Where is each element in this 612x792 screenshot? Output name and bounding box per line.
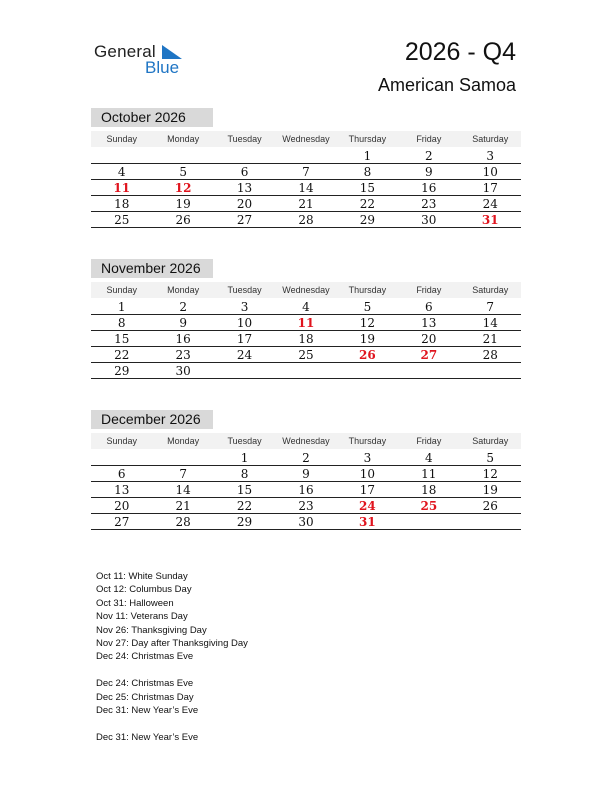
weekday-label: Tuesday (227, 436, 262, 446)
day-cell: 8 (240, 467, 249, 481)
day-cell: 14 (298, 181, 314, 195)
day-cell (275, 148, 336, 163)
week-row (91, 482, 521, 498)
day-cell: 19 (359, 332, 376, 346)
brand-triangle-icon (162, 45, 182, 59)
day-cell: 21 (298, 197, 314, 211)
day-cell: 19 (482, 483, 498, 497)
day-cell: 2 (179, 300, 187, 314)
day-cell: 4 (302, 300, 310, 314)
day-cell: 2 (302, 451, 310, 465)
day-cell: 10 (359, 467, 376, 481)
holiday-note: Dec 31: New Year’s Eve (96, 704, 199, 716)
day-cell: 11 (113, 181, 131, 195)
weekday-label: Saturday (472, 436, 509, 446)
day-cell: 7 (179, 467, 187, 481)
day-cell (460, 363, 521, 378)
day-cell (214, 148, 275, 163)
day-cell: 15 (359, 181, 376, 195)
holiday-note: Oct 31: Halloween (96, 597, 174, 609)
weekday-label: Thursday (348, 285, 387, 295)
holiday-note: Dec 25: Christmas Day (96, 691, 194, 703)
day-cell: 1 (117, 300, 126, 314)
weekday-label: Sunday (106, 285, 137, 295)
week-row (91, 196, 521, 212)
weekday-label: Thursday (348, 134, 387, 144)
week-row (91, 466, 521, 482)
brand-word-blue: Blue (145, 58, 180, 77)
day-cell: 1 (240, 451, 249, 465)
day-cell: 14 (482, 316, 498, 330)
weekday-label: Monday (167, 285, 200, 295)
day-cell: 26 (482, 499, 498, 513)
day-cell: 11 (297, 316, 315, 330)
day-cell: 3 (363, 451, 372, 465)
holiday-note: Nov 11: Veterans Day (96, 611, 188, 623)
day-cell: 20 (236, 197, 253, 211)
day-cell: 30 (421, 213, 437, 227)
holiday-note: Oct 12: Columbus Day (96, 584, 192, 596)
notes-spacer (96, 717, 248, 730)
notes-spacer (96, 664, 248, 677)
day-cell: 30 (175, 364, 191, 378)
day-cell: 17 (359, 483, 376, 497)
month-title: November 2026 (91, 259, 213, 278)
day-cell: 24 (236, 348, 253, 362)
holiday-note: Nov 27: Day after Thanksgiving Day (96, 637, 248, 649)
weekday-label: Tuesday (227, 134, 262, 144)
region-name: American Samoa (377, 75, 516, 95)
month-block (91, 410, 521, 530)
day-cell (398, 363, 459, 378)
day-cell: 9 (179, 316, 187, 330)
day-cell: 24 (359, 499, 376, 513)
day-cell: 9 (302, 467, 310, 481)
day-cell: 4 (117, 165, 126, 179)
day-cell: 25 (114, 213, 130, 227)
weekday-header (91, 433, 521, 449)
day-cell: 28 (175, 515, 191, 529)
day-cell: 27 (236, 213, 253, 227)
day-cell (460, 514, 521, 529)
day-cell: 30 (298, 515, 314, 529)
week-row (91, 212, 521, 228)
day-cell: 5 (179, 165, 187, 179)
holiday-note: Dec 31: New Year’s Eve (96, 731, 199, 743)
day-cell (152, 148, 213, 163)
day-cell: 29 (114, 364, 130, 378)
day-cell: 24 (482, 197, 498, 211)
weekday-label: Friday (416, 134, 442, 144)
day-cell: 21 (482, 332, 498, 346)
day-cell: 29 (236, 515, 253, 529)
weekday-label: Saturday (472, 285, 509, 295)
holiday-list (96, 570, 248, 744)
day-cell: 8 (363, 165, 372, 179)
day-cell: 31 (359, 515, 376, 529)
day-cell: 20 (421, 332, 437, 346)
day-cell: 5 (363, 300, 372, 314)
holiday-note: Oct 11: White Sunday (96, 571, 188, 582)
week-row (91, 514, 521, 530)
day-cell: 5 (486, 451, 495, 465)
holiday-note: Nov 26: Thanksgiving Day (96, 624, 207, 636)
day-cell: 16 (175, 332, 191, 346)
day-cell: 6 (117, 467, 126, 481)
day-cell: 18 (298, 332, 314, 346)
weekday-label: Saturday (472, 134, 509, 144)
day-cell: 25 (298, 348, 314, 362)
day-cell: 29 (359, 213, 376, 227)
weekday-label: Monday (167, 134, 200, 144)
day-cell: 8 (117, 316, 126, 330)
weekday-label: Sunday (106, 436, 137, 446)
day-cell: 11 (421, 467, 437, 481)
weekday-label: Monday (167, 436, 200, 446)
day-cell: 10 (482, 165, 498, 179)
day-cell: 3 (486, 149, 495, 163)
day-cell: 22 (114, 348, 130, 362)
day-cell: 16 (298, 483, 314, 497)
day-cell: 15 (114, 332, 130, 346)
day-cell: 13 (114, 483, 130, 497)
day-cell: 14 (175, 483, 191, 497)
week-row (91, 148, 521, 164)
brand-word-general: General (94, 42, 156, 61)
day-cell: 7 (302, 165, 310, 179)
day-cell: 22 (236, 499, 253, 513)
day-cell: 20 (114, 499, 130, 513)
day-cell: 23 (298, 499, 314, 513)
brand-logo (94, 40, 194, 80)
day-cell: 9 (425, 165, 433, 179)
week-row (91, 498, 521, 514)
day-cell: 27 (114, 515, 130, 529)
weekday-label: Friday (416, 285, 442, 295)
weekday-label: Wednesday (282, 134, 330, 144)
weekday-label: Wednesday (282, 285, 330, 295)
day-cell: 18 (114, 197, 130, 211)
week-row (91, 347, 521, 363)
day-cell: 16 (421, 181, 437, 195)
day-cell (398, 514, 459, 529)
month-block (91, 259, 521, 379)
day-cell: 28 (298, 213, 314, 227)
day-cell: 4 (425, 451, 433, 465)
page-title: 2026 - Q4 (404, 38, 516, 66)
week-row (91, 299, 521, 315)
week-row (91, 315, 521, 331)
day-cell: 15 (236, 483, 253, 497)
day-cell: 23 (175, 348, 191, 362)
week-row (91, 164, 521, 180)
day-cell (214, 363, 275, 378)
weekday-label: Sunday (106, 134, 137, 144)
day-cell: 12 (482, 467, 498, 481)
month-title: December 2026 (91, 410, 213, 429)
day-cell: 10 (236, 316, 253, 330)
day-cell: 7 (486, 300, 495, 314)
month-title: October 2026 (91, 108, 213, 127)
day-cell: 1 (363, 149, 372, 163)
day-cell: 18 (421, 483, 437, 497)
day-cell: 13 (421, 316, 437, 330)
month-block (91, 108, 521, 228)
day-cell: 25 (420, 499, 438, 513)
week-row (91, 331, 521, 347)
holiday-note: Dec 24: Christmas Eve (96, 651, 194, 663)
weekday-label: Thursday (348, 436, 387, 446)
day-cell (91, 450, 152, 465)
weekday-label: Wednesday (282, 436, 330, 446)
weekday-header (91, 131, 521, 147)
day-cell (337, 363, 398, 378)
day-cell: 19 (175, 197, 191, 211)
day-cell: 28 (482, 348, 498, 362)
day-cell (152, 450, 213, 465)
weekday-label: Friday (416, 436, 442, 446)
day-cell: 23 (421, 197, 437, 211)
day-cell: 2 (425, 149, 433, 163)
week-row (91, 450, 521, 466)
day-cell: 31 (481, 213, 499, 227)
day-cell: 26 (175, 213, 191, 227)
day-cell (91, 148, 152, 163)
day-cell: 3 (240, 300, 249, 314)
day-cell: 12 (359, 316, 376, 330)
weekday-label: Tuesday (227, 285, 262, 295)
day-cell: 13 (236, 181, 253, 195)
day-cell: 27 (420, 348, 438, 362)
day-cell: 21 (175, 499, 191, 513)
day-cell: 26 (359, 348, 376, 362)
holiday-note: Dec 24: Christmas Eve (96, 678, 194, 690)
day-cell: 12 (174, 181, 192, 195)
day-cell: 17 (236, 332, 253, 346)
day-cell (275, 363, 336, 378)
weekday-header (91, 282, 521, 298)
day-cell: 17 (482, 181, 498, 195)
day-cell: 6 (240, 165, 249, 179)
day-cell: 6 (425, 300, 433, 314)
week-row (91, 180, 521, 196)
day-cell: 22 (359, 197, 376, 211)
week-row (91, 363, 521, 379)
